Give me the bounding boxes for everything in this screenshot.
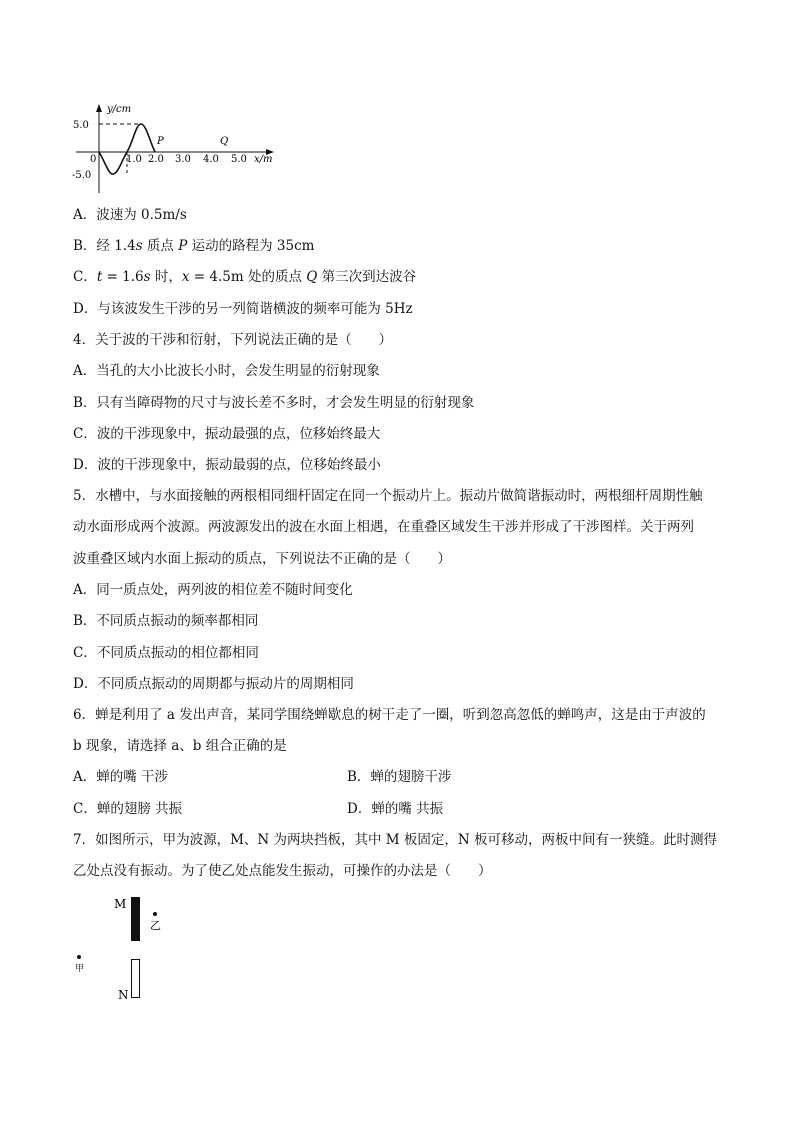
q3-option-b-post: 运动的路程为 35cm: [187, 238, 315, 254]
q4-option-a: A．当孔的大小比波长小时，会发生明显的衍射现象: [73, 363, 380, 379]
wave-graph: [72, 98, 292, 198]
q6-option-b: B．蝉的翅膀干涉: [347, 769, 452, 785]
plate-m: [131, 897, 140, 941]
label-jia: 甲: [75, 964, 85, 974]
plate-n: [132, 960, 140, 998]
q5-option-d: D．不同质点振动的周期都与振动片的周期相同: [73, 676, 354, 692]
q3-option-a: A．波速为 0.5m/s: [73, 207, 187, 223]
label-n: N: [118, 988, 129, 1002]
q5-option-c: C．不同质点振动的相位都相同: [73, 645, 259, 661]
q6-option-c: C．蝉的翅膀 共振: [73, 801, 183, 817]
q7-stem-line2: 乙处点没有振动。为了使乙处点能发生振动，可操作的办法是（ ）: [73, 863, 492, 879]
q5-stem-line2: 动水面形成两个波源。两波源发出的波在水面上相遇，在重叠区域发生干涉并形成了干涉图样。关于两列: [73, 519, 694, 535]
q3-option-c-t: t: [96, 269, 103, 285]
q3-option-c-x: x: [181, 269, 190, 285]
y-axis-arrow: [96, 104, 102, 112]
slit-diagram: [70, 893, 180, 1003]
q3-option-b-mid: 质点: [142, 238, 179, 254]
label-yi: 乙: [150, 919, 161, 932]
q3-option-c-mid1: = 1.6: [102, 269, 144, 285]
x-axis-label: x/m: [254, 154, 273, 165]
point-yi: [153, 912, 157, 916]
q3-option-c-s: s: [143, 269, 151, 285]
q6-stem-line2: b 现象，请选择 a、b 组合正确的是: [73, 738, 287, 754]
q3-option-d: D．与该波发生干涉的另一列简谐横波的频率可能为 5Hz: [73, 301, 413, 317]
q5-stem-line3: 波重叠区域内水面上振动的质点，下列说法不正确的是（ ）: [73, 551, 451, 567]
y-tick-pos: 5.0: [73, 120, 89, 131]
point-q-label: Q: [220, 136, 229, 147]
q6-option-a: A．蝉的嘴 干涉: [73, 769, 169, 785]
label-m: M: [114, 897, 127, 911]
q4-option-c: C．波的干涉现象中，振动最强的点，位移始终最大: [73, 426, 381, 442]
origin-label: 0: [90, 154, 97, 165]
x-tick-3: 3.0: [175, 154, 191, 165]
y-axis-label: y/cm: [107, 104, 132, 115]
q3-option-b-p: P: [178, 238, 188, 254]
x-tick-2: 2.0: [148, 154, 164, 165]
q7-stem-line1: 7．如图所示，甲为波源，M、N 为两块挡板，其中 M 板固定，N 板可移动，两板中间有一狭缝。此时测得: [73, 832, 718, 848]
q5-option-b: B．不同质点振动的频率都相同: [73, 613, 259, 629]
q4-option-b: B．只有当障碍物的尺寸与波长差不多时，才会发生明显的衍射现象: [73, 395, 475, 411]
q4-option-d: D．波的干涉现象中，振动最弱的点，位移始终最小: [73, 457, 381, 473]
q3-option-b: [73, 237, 314, 255]
y-tick-neg: -5.0: [72, 170, 92, 181]
q4-stem: 4．关于波的干涉和衍射，下列说法正确的是（ ）: [73, 332, 393, 348]
q3-option-b-pre: B．经 1.4: [73, 238, 136, 254]
point-jia: [77, 955, 81, 959]
q5-option-a: A．同一质点处，两列波的相位差不随时间变化: [73, 582, 353, 598]
x-tick-5: 5.0: [231, 154, 247, 165]
q5-stem-line1: 5．水槽中，与水面接触的两根相同细杆固定在同一个振动片上。振动片做简谐振动时，两根细杆周期性触: [73, 488, 703, 504]
x-tick-1: 1.0: [126, 154, 142, 165]
q3-option-c-post: 第三次到达波谷: [317, 269, 417, 285]
point-p-label: P: [157, 136, 164, 147]
q6-stem-line1: 6．蝉是利用了 a 发出声音，某同学围绕蝉歇息的树干走了一圈，听到忽高忽低的蝉鸣声，这是由于声波的: [73, 707, 706, 723]
q3-option-c-pre: C．: [73, 269, 97, 285]
x-tick-4: 4.0: [203, 154, 219, 165]
q6-option-d: D．蝉的嘴 共振: [347, 801, 444, 817]
q3-option-c-mid2: 时，: [150, 269, 182, 285]
q3-option-b-s: s: [135, 238, 143, 254]
q3-option-c-q: Q: [306, 269, 318, 285]
q3-option-c: [73, 268, 416, 286]
q3-option-c-mid3: = 4.5m 处的质点: [189, 269, 307, 285]
